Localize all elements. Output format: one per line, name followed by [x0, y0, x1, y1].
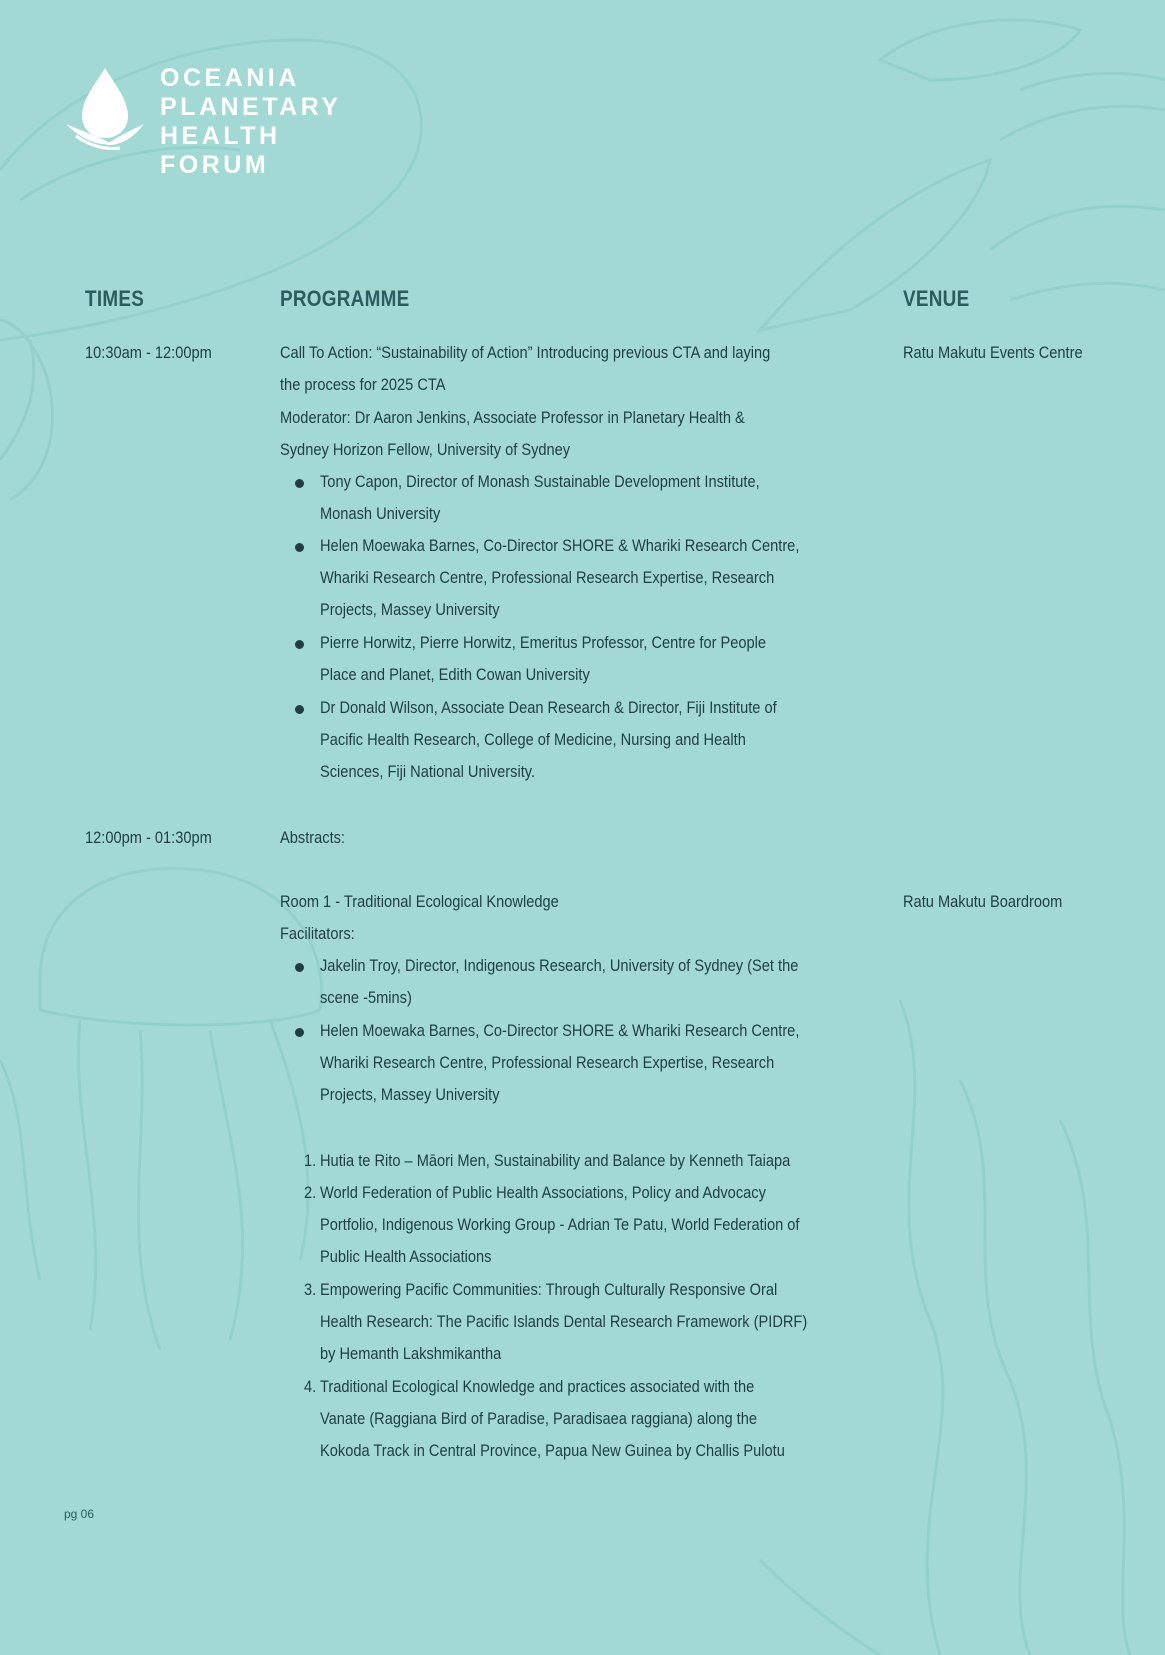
logo-wordmark	[160, 64, 362, 180]
room-title: Room 1 - Traditional Ecological Knowledge	[280, 892, 559, 911]
session-2-label: Abstracts:	[280, 828, 346, 847]
bullet-icon	[295, 1028, 304, 1037]
times-header: TIMES	[85, 286, 145, 311]
session-2-venue: Ratu Makutu Boardroom	[903, 892, 1063, 911]
speaker-item: Pierre Horwitz, Pierre Horwitz, Emeritus Professor, Centre for People Place and Planet, Edith Cowan University	[320, 633, 767, 685]
session-1-venue: Ratu Makutu Events Centre	[903, 343, 1083, 362]
speaker-item: Tony Capon, Director of Monash Sustainable Development Institute, Monash University	[320, 472, 760, 524]
facilitators-label: Facilitators:	[280, 924, 355, 943]
abstract-number: 1.	[304, 1151, 317, 1170]
abstract-item: Hutia te Rito – Māori Men, Sustainability and Balance by Kenneth Taiapa	[320, 1151, 791, 1170]
bullet-icon	[295, 543, 304, 552]
abstract-number: 4.	[304, 1377, 317, 1396]
logo-line-2: PLANETARY	[160, 93, 342, 121]
facilitator-item: Helen Moewaka Barnes, Co-Director SHORE & Whariki Research Centre, Whariki Research Centre, Professional Research Expertise, Research Projects, Massey University	[320, 1021, 800, 1105]
session-2-time: 12:00pm - 01:30pm	[85, 828, 212, 847]
logo-line-3: HEALTH FORUM	[160, 122, 281, 179]
abstract-item: Traditional Ecological Knowledge and practices associated with the Vanate (Raggiana Bird of Paradise, Paradisaea raggiana) along the Kokoda Track in Central Province, Papua New Guinea by Challis Pulotu	[320, 1377, 785, 1461]
bullet-icon	[295, 963, 304, 972]
speaker-item: Helen Moewaka Barnes, Co-Director SHORE & Whariki Research Centre, Whariki Research Centre, Professional Research Expertise, Research Projects, Massey University	[320, 536, 800, 620]
session-1-moderator: Moderator: Dr Aaron Jenkins, Associate Professor in Planetary Health & Sydney Horizon Fellow, University of Sydney	[280, 408, 745, 460]
bullet-icon	[295, 705, 304, 714]
session-1-title: Call To Action: “Sustainability of Action” Introducing previous CTA and laying the process for 2025 CTA	[280, 343, 771, 395]
bullet-icon	[295, 479, 304, 488]
forum-logo	[62, 64, 362, 179]
water-drop-leaf-icon	[62, 66, 148, 150]
programme-header: PROGRAMME	[280, 286, 410, 311]
abstract-item: World Federation of Public Health Associations, Policy and Advocacy Portfolio, Indigenous Working Group - Adrian Te Patu, World Federation of Public Health Associations	[320, 1183, 800, 1267]
speaker-item: Dr Donald Wilson, Associate Dean Research & Director, Fiji Institute of Pacific Health Research, College of Medicine, Nursing and Health Sciences, Fiji National University.	[320, 698, 777, 782]
logo-line-1: OCEANIA	[160, 64, 300, 92]
page-number: pg 06	[64, 1507, 95, 1521]
session-1-time: 10:30am - 12:00pm	[85, 343, 212, 362]
facilitator-item: Jakelin Troy, Director, Indigenous Research, University of Sydney (Set the scene -5mins)	[320, 956, 799, 1008]
abstract-number: 2.	[304, 1183, 317, 1202]
venue-header: VENUE	[903, 286, 970, 311]
abstract-item: Empowering Pacific Communities: Through Culturally Responsive Oral Health Research: The Pacific Islands Dental Research Framework (PIDRF) by Hemanth Lakshmikantha	[320, 1280, 808, 1364]
bullet-icon	[295, 640, 304, 649]
abstract-number: 3.	[304, 1280, 317, 1299]
